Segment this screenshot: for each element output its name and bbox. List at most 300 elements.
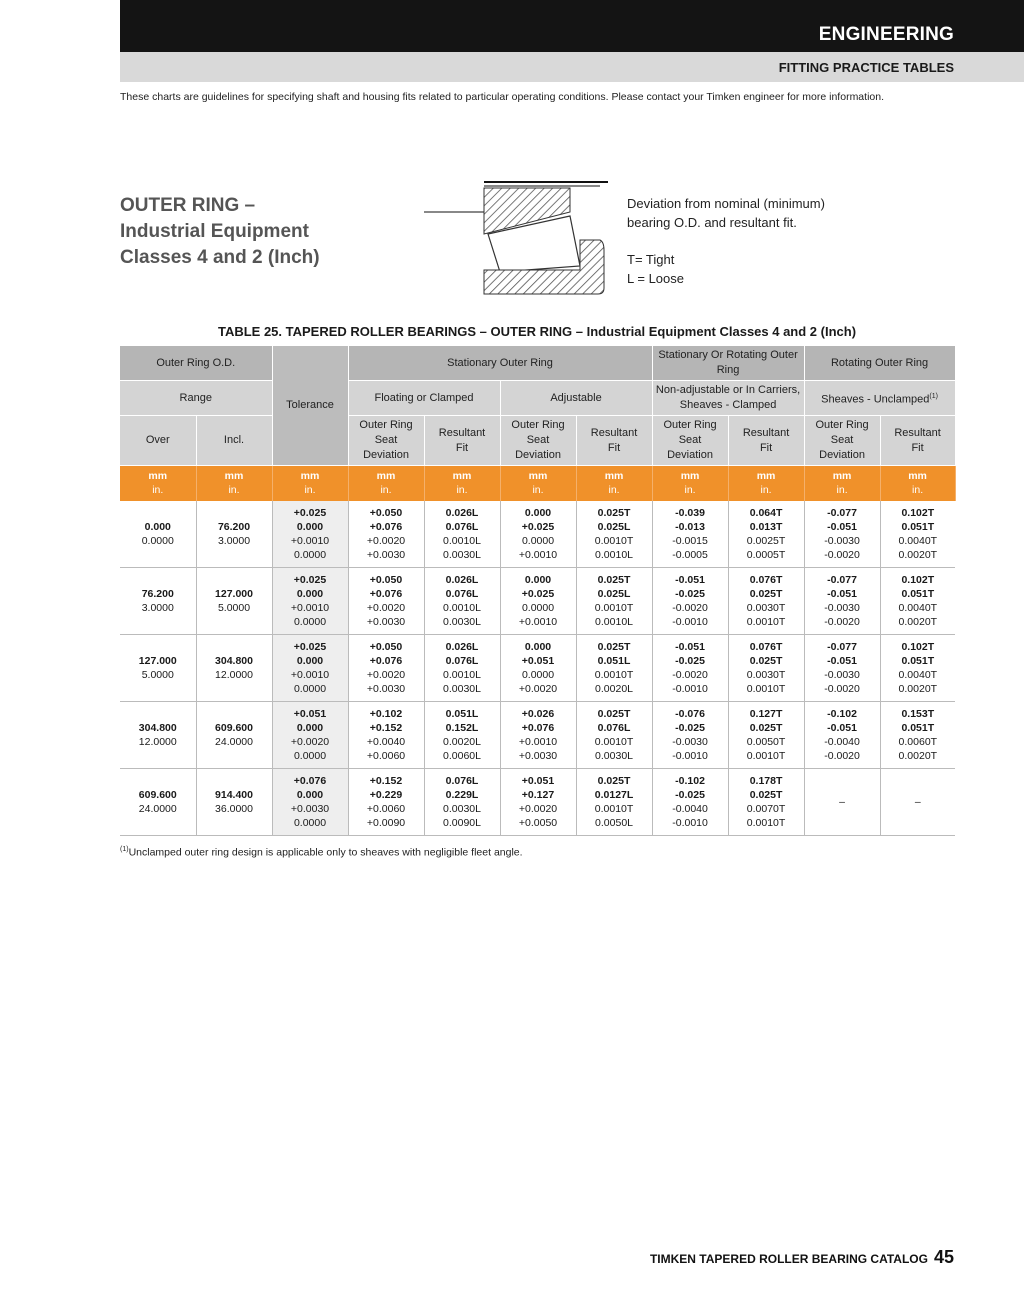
header-na-seat-deviation (652, 416, 728, 466)
resultant-fit-label: Fit (759, 441, 773, 454)
header-adj-seat-deviation (500, 416, 576, 466)
cell-value: +0.076 (369, 655, 403, 667)
header-outer-ring-od: Outer Ring O.D. (120, 346, 272, 381)
resultant-fit-label: Fit (607, 441, 621, 454)
cell-fc-dev (348, 702, 424, 769)
cell-value: -0.077 (827, 574, 857, 586)
unit-mm: mm (148, 470, 168, 482)
cell-value: +0.0010 (290, 669, 330, 681)
cell-incl (196, 635, 272, 702)
cell-adj-dev (500, 635, 576, 702)
cell-value: +0.076 (369, 588, 403, 600)
cell-value: +0.0010 (518, 616, 558, 628)
cell-value: 0.0030L (595, 750, 634, 762)
cell-value: -0.102 (827, 708, 857, 720)
seat-deviation-label: Seat (526, 434, 550, 446)
cell-over (120, 702, 196, 769)
cell-value: 609.600 (215, 722, 253, 734)
table-row (120, 568, 955, 635)
cell-incl (196, 702, 272, 769)
header-fc-resultant-fit (424, 416, 500, 466)
page-footer (650, 1247, 954, 1268)
unit-mm: mm (756, 470, 776, 482)
fit-legend (627, 194, 825, 288)
resultant-fit-label: Fit (455, 441, 469, 454)
unit-mm: mm (680, 470, 700, 482)
seat-deviation-label: Seat (678, 434, 702, 446)
cell-fc-dev (348, 568, 424, 635)
cell-na-fit (728, 635, 804, 702)
seat-deviation-label: Outer Ring (511, 419, 565, 431)
cell-value: 0.0020T (898, 549, 938, 561)
cell-value: 0.000 (296, 521, 324, 533)
cell-value: 0.025T (597, 507, 631, 519)
header-range: Range (120, 381, 272, 416)
cell-value: 0.0000 (293, 549, 327, 561)
cell-value: +0.0060 (366, 803, 406, 815)
cell-value: +0.051 (521, 655, 555, 667)
unit-mm: mm (224, 470, 244, 482)
legend-gap (627, 232, 825, 250)
cell-value: 0.000 (296, 655, 324, 667)
cell-value: -0.0020 (672, 669, 708, 681)
cell-value: -0.039 (675, 507, 705, 519)
cell-value: 24.0000 (215, 736, 253, 748)
unit-cell (880, 466, 955, 502)
cell-value: +0.025 (293, 641, 327, 653)
cell-value: 0.0040T (898, 669, 938, 681)
unit-mm: mm (832, 470, 852, 482)
cell-adj-dev (500, 769, 576, 836)
cell-value: 0.076L (445, 655, 479, 667)
cell-value: -0.0020 (824, 683, 860, 695)
cell-value: 0.000 (524, 574, 552, 586)
cell-value: -0.051 (827, 521, 857, 533)
unit-mm: mm (908, 470, 927, 482)
cell-value: 0.025T (597, 574, 631, 586)
cell-value: 0.0010L (443, 669, 481, 681)
cell-tol (272, 702, 348, 769)
cell-value: +0.0030 (366, 616, 406, 628)
cell-value: +0.0020 (366, 602, 406, 614)
unit-cell (120, 466, 196, 502)
cell-value: +0.0010 (518, 549, 558, 561)
unit-cell (652, 466, 728, 502)
cell-su-dev (804, 568, 880, 635)
cell-value: +0.0010 (518, 736, 558, 748)
cell-value: 0.051T (901, 655, 935, 667)
cell-value: -0.0030 (824, 669, 860, 681)
cell-value: 0.0000 (521, 535, 555, 547)
cell-na-fit (728, 769, 804, 836)
cell-value: -0.0030 (824, 535, 860, 547)
cell-value: 0.025T (749, 588, 783, 600)
cell-value: 0.0005T (746, 549, 786, 561)
cell-adj-fit (576, 769, 652, 836)
cell-value: 76.200 (217, 521, 251, 533)
cell-fc-fit (424, 568, 500, 635)
cell-value: +0.0060 (366, 750, 406, 762)
cell-value: 0.000 (296, 789, 324, 801)
cell-adj-dev (500, 568, 576, 635)
cell-value: 0.076T (749, 574, 783, 586)
units-row (120, 466, 955, 502)
cell-value: 0.0050L (595, 817, 634, 829)
cell-value: 0.000 (144, 521, 171, 533)
section-title (120, 193, 320, 271)
cell-value: 0.0070T (746, 803, 786, 815)
cell-value: 0.0010T (746, 616, 786, 628)
cell-value: 76.200 (141, 588, 174, 600)
legend-line2: bearing O.D. and resultant fit. (627, 215, 797, 230)
cell-value: +0.050 (369, 507, 403, 519)
section-title-line3: Classes 4 and 2 (Inch) (120, 247, 320, 268)
cell-value: 0.153T (901, 708, 935, 720)
cell-value: -0.0020 (824, 549, 860, 561)
cell-value: 0.0010T (594, 669, 634, 681)
seat-deviation-label: Outer Ring (815, 419, 869, 431)
seat-deviation-label: Deviation (667, 449, 713, 461)
cell-value: -0.0040 (672, 803, 708, 815)
cell-value: -0.025 (675, 655, 705, 667)
fitting-table (120, 346, 956, 836)
header-rotating: Rotating Outer Ring (804, 346, 955, 381)
seat-deviation-label: Deviation (515, 449, 561, 461)
cell-su-fit (880, 702, 955, 769)
unit-in: in. (228, 484, 240, 496)
cell-value: 3.0000 (217, 535, 251, 547)
unit-cell (196, 466, 272, 502)
cell-value: 0.0010T (594, 736, 634, 748)
cell-value: 0.013T (749, 521, 783, 533)
cell-value: 0.102T (901, 574, 935, 586)
cell-value: +0.076 (293, 775, 327, 787)
cell-na-fit (728, 501, 804, 568)
cell-value: 0.0025T (746, 535, 786, 547)
cell-value: +0.102 (369, 708, 403, 720)
cell-value: 0.0000 (293, 750, 327, 762)
cell-value: 0.076L (597, 722, 631, 734)
cell-fc-fit (424, 769, 500, 836)
cell-incl (196, 568, 272, 635)
cell-value: +0.0020 (518, 803, 558, 815)
cell-value: +0.026 (521, 708, 555, 720)
cell-value: +0.0020 (366, 669, 406, 681)
cell-value: – (914, 796, 921, 808)
header-floating: Floating or Clamped (348, 381, 500, 416)
cell-adj-fit (576, 568, 652, 635)
cell-value: -0.0030 (824, 602, 860, 614)
unit-in: in. (608, 484, 620, 496)
unit-mm: mm (604, 470, 624, 482)
resultant-fit-label: Resultant (742, 426, 790, 439)
section-heading: ENGINEERING (818, 24, 954, 45)
cell-value: +0.0020 (366, 535, 406, 547)
unit-in: in. (152, 484, 164, 496)
cell-na-dev (652, 702, 728, 769)
cell-value: 0.025L (597, 521, 631, 533)
cell-su-dev (804, 501, 880, 568)
seat-deviation-label: Deviation (363, 449, 409, 461)
cell-su-dev (804, 635, 880, 702)
cell-fc-dev (348, 501, 424, 568)
cell-su-fit (880, 769, 955, 836)
cell-value: -0.0020 (824, 616, 860, 628)
cell-over (120, 501, 196, 568)
cell-value: +0.025 (293, 574, 327, 586)
cell-value: +0.050 (369, 641, 403, 653)
cell-su-fit (880, 501, 955, 568)
unit-cell (424, 466, 500, 502)
cell-value: 609.600 (138, 789, 177, 801)
legend-loose: L = Loose (627, 271, 684, 286)
cell-value: 0.0010T (746, 817, 786, 829)
cell-value: 0.051L (445, 708, 479, 720)
header-non-adjustable: Non-adjustable or In Carriers, Sheaves - Clamped (652, 381, 804, 416)
cell-value: 0.064T (749, 507, 783, 519)
unit-cell (500, 466, 576, 502)
cell-value: -0.0010 (672, 683, 708, 695)
catalog-name: TIMKEN TAPERED ROLLER BEARING CATALOG (649, 1252, 928, 1266)
cell-value: 0.0050T (746, 736, 786, 748)
cell-value: +0.152 (369, 775, 403, 787)
cell-value: -0.0005 (672, 549, 708, 561)
cell-value: 3.0000 (141, 602, 174, 614)
cell-value: -0.077 (827, 641, 857, 653)
cell-value: 0.076L (445, 588, 479, 600)
cell-value: -0.051 (675, 641, 705, 653)
cell-value: 0.0030L (443, 803, 481, 815)
unit-in: in. (304, 484, 316, 496)
unit-cell (348, 466, 424, 502)
cell-value: 0.0040T (898, 602, 938, 614)
header-bar (120, 0, 1024, 52)
cell-value: 5.0000 (141, 669, 174, 681)
cell-su-dev (804, 769, 880, 836)
cell-value: +0.152 (369, 722, 403, 734)
cell-value: +0.0020 (518, 683, 558, 695)
cell-value: -0.025 (675, 789, 705, 801)
cell-value: 0.026L (445, 507, 479, 519)
cell-value: 0.0030L (443, 683, 481, 695)
table-row (120, 635, 955, 702)
cell-value: +0.050 (369, 574, 403, 586)
cell-value: 0.0020T (898, 683, 938, 695)
cell-adj-fit (576, 635, 652, 702)
resultant-fit-label: Resultant (590, 426, 638, 439)
cell-value: +0.0010 (290, 602, 330, 614)
bearing-diagram-icon (420, 176, 610, 296)
header-sheaves-unclamped (804, 381, 955, 416)
cell-fc-fit (424, 635, 500, 702)
footnote-text: Unclamped outer ring design is applicable only to sheaves with negligible fleet angle. (128, 846, 523, 859)
seat-deviation-label: Seat (830, 434, 854, 446)
cell-value: -0.0015 (672, 535, 708, 547)
cell-su-fit (880, 568, 955, 635)
seat-deviation-label: Outer Ring (663, 419, 717, 431)
cell-value: 0.0127L (594, 789, 634, 801)
cell-su-dev (804, 702, 880, 769)
unit-cell (728, 466, 804, 502)
cell-value: 127.000 (138, 655, 177, 667)
cell-na-dev (652, 501, 728, 568)
unit-in: in. (532, 484, 544, 496)
unit-cell (272, 466, 348, 502)
cell-value: 0.0000 (521, 669, 555, 681)
table-row (120, 769, 955, 836)
table-row (120, 702, 955, 769)
cell-value: 0.051T (901, 588, 935, 600)
cell-value: 127.000 (215, 588, 253, 600)
intro-text: These charts are guidelines for specifying shaft and housing fits related to particular operating conditions. Please contact your Timken engineer for more information. (120, 91, 884, 103)
cell-value: 0.102T (901, 641, 935, 653)
cell-value: 0.0010L (443, 602, 481, 614)
cell-value: 0.0040T (898, 535, 938, 547)
page-number: 45 (933, 1247, 954, 1267)
unit-in: in. (456, 484, 468, 496)
cell-value: 0.127T (749, 708, 783, 720)
cell-adj-fit (576, 501, 652, 568)
seat-deviation-label: Outer Ring (359, 419, 413, 431)
cell-value: 0.0000 (521, 602, 555, 614)
cell-value: 0.0020T (898, 750, 938, 762)
cell-value: 0.000 (524, 507, 552, 519)
cell-na-fit (728, 702, 804, 769)
cell-value: +0.025 (293, 507, 327, 519)
cell-fc-fit (424, 501, 500, 568)
cell-fc-dev (348, 769, 424, 836)
cell-value: +0.0030 (290, 803, 330, 815)
cell-value: -0.0010 (672, 750, 708, 762)
cell-fc-fit (424, 702, 500, 769)
cell-value: -0.025 (675, 722, 705, 734)
section-title-line1: OUTER RING – (120, 195, 256, 216)
resultant-fit-label: Resultant (894, 426, 941, 439)
cell-value: 0.0000 (293, 817, 327, 829)
cell-value: 0.025T (597, 708, 631, 720)
sheaves-footnote-marker: (1) (929, 392, 938, 400)
cell-value: 0.076T (749, 641, 783, 653)
cell-incl (196, 769, 272, 836)
cell-value: 0.025T (749, 722, 783, 734)
cell-value: -0.0040 (824, 736, 860, 748)
cell-value: 914.400 (215, 789, 253, 801)
cell-value: 0.0020L (443, 736, 481, 748)
table-caption: TABLE 25. TAPERED ROLLER BEARINGS – OUTER RING – Industrial Equipment Classes 4 and 2 (Inch) (217, 324, 857, 339)
cell-value: 0.0010T (594, 602, 634, 614)
cell-value: +0.0030 (518, 750, 558, 762)
legend-tight: T= Tight (627, 252, 675, 267)
unit-cell (576, 466, 652, 502)
cell-value: 0.000 (296, 588, 324, 600)
cell-tol (272, 501, 348, 568)
header-na-resultant-fit (728, 416, 804, 466)
cell-value: 0.0000 (293, 683, 327, 695)
unit-mm: mm (452, 470, 472, 482)
cell-value: +0.0010 (290, 535, 330, 547)
cell-value: +0.127 (521, 789, 555, 801)
cell-value: 0.0000 (293, 616, 327, 628)
cell-value: 0.229L (445, 789, 479, 801)
cell-value: 0.0060T (898, 736, 938, 748)
subsection-heading: FITTING PRACTICE TABLES (778, 60, 954, 75)
footnote-marker: (1) (120, 846, 129, 853)
cell-value: 304.800 (215, 655, 253, 667)
cell-value: 0.025T (749, 789, 783, 801)
sheaves-label: Sheaves - Unclamped (821, 393, 930, 406)
cell-na-dev (652, 635, 728, 702)
section-title-line2: Industrial Equipment (120, 221, 309, 242)
cell-value: 0.0030T (746, 669, 786, 681)
unit-in: in. (684, 484, 696, 496)
cell-value: 0.0030T (746, 602, 786, 614)
cell-value: +0.076 (369, 521, 403, 533)
cell-adj-dev (500, 501, 576, 568)
legend-line1: Deviation from nominal (minimum) (627, 196, 825, 211)
cell-na-dev (652, 568, 728, 635)
cell-value: 24.0000 (138, 803, 177, 815)
cell-value: 0.000 (524, 641, 552, 653)
cell-value: 0.000 (296, 722, 324, 734)
cell-value: +0.025 (521, 521, 555, 533)
cell-value: 0.0010L (595, 616, 634, 628)
cell-value: 0.076L (445, 521, 479, 533)
cell-value: -0.0020 (824, 750, 860, 762)
cell-value: +0.076 (521, 722, 555, 734)
cell-value: 304.800 (138, 722, 177, 734)
cell-value: 0.051L (597, 655, 631, 667)
cell-value: 0.025L (597, 588, 631, 600)
cell-value: +0.025 (521, 588, 555, 600)
header-adjustable: Adjustable (500, 381, 652, 416)
cell-value: 0.025T (597, 641, 631, 653)
cell-over (120, 769, 196, 836)
cell-value: 0.0010L (595, 549, 634, 561)
cell-value: +0.051 (521, 775, 555, 787)
cell-value: +0.0020 (290, 736, 330, 748)
cell-value: +0.0050 (518, 817, 558, 829)
header-stationary: Stationary Outer Ring (348, 346, 652, 381)
header-su-resultant-fit (880, 416, 955, 466)
cell-value: 0.026L (445, 641, 479, 653)
cell-value: 0.0010T (594, 803, 634, 815)
cell-value: 0.025T (597, 775, 631, 787)
unit-mm: mm (300, 470, 320, 482)
cell-na-dev (652, 769, 728, 836)
unit-in: in. (912, 484, 924, 496)
table-row (120, 501, 955, 568)
cell-value: 0.026L (445, 574, 479, 586)
cell-over (120, 635, 196, 702)
cell-value: -0.013 (675, 521, 705, 533)
cell-value: +0.229 (369, 789, 403, 801)
cell-value: -0.051 (675, 574, 705, 586)
cell-value: +0.0030 (366, 683, 406, 695)
cell-value: 0.0020T (898, 616, 938, 628)
cell-value: -0.0020 (672, 602, 708, 614)
subheader-bar (120, 52, 1024, 82)
cell-adj-dev (500, 702, 576, 769)
cell-value: 0.025T (749, 655, 783, 667)
cell-value: 0.076L (445, 775, 479, 787)
cell-value: 0.152L (445, 722, 479, 734)
cell-incl (196, 501, 272, 568)
cell-value: +0.0040 (366, 736, 406, 748)
cell-value: 0.0010T (594, 535, 634, 547)
header-incl: Incl. (196, 416, 272, 466)
cell-value: -0.051 (827, 655, 857, 667)
cell-value: 0.051T (901, 521, 935, 533)
